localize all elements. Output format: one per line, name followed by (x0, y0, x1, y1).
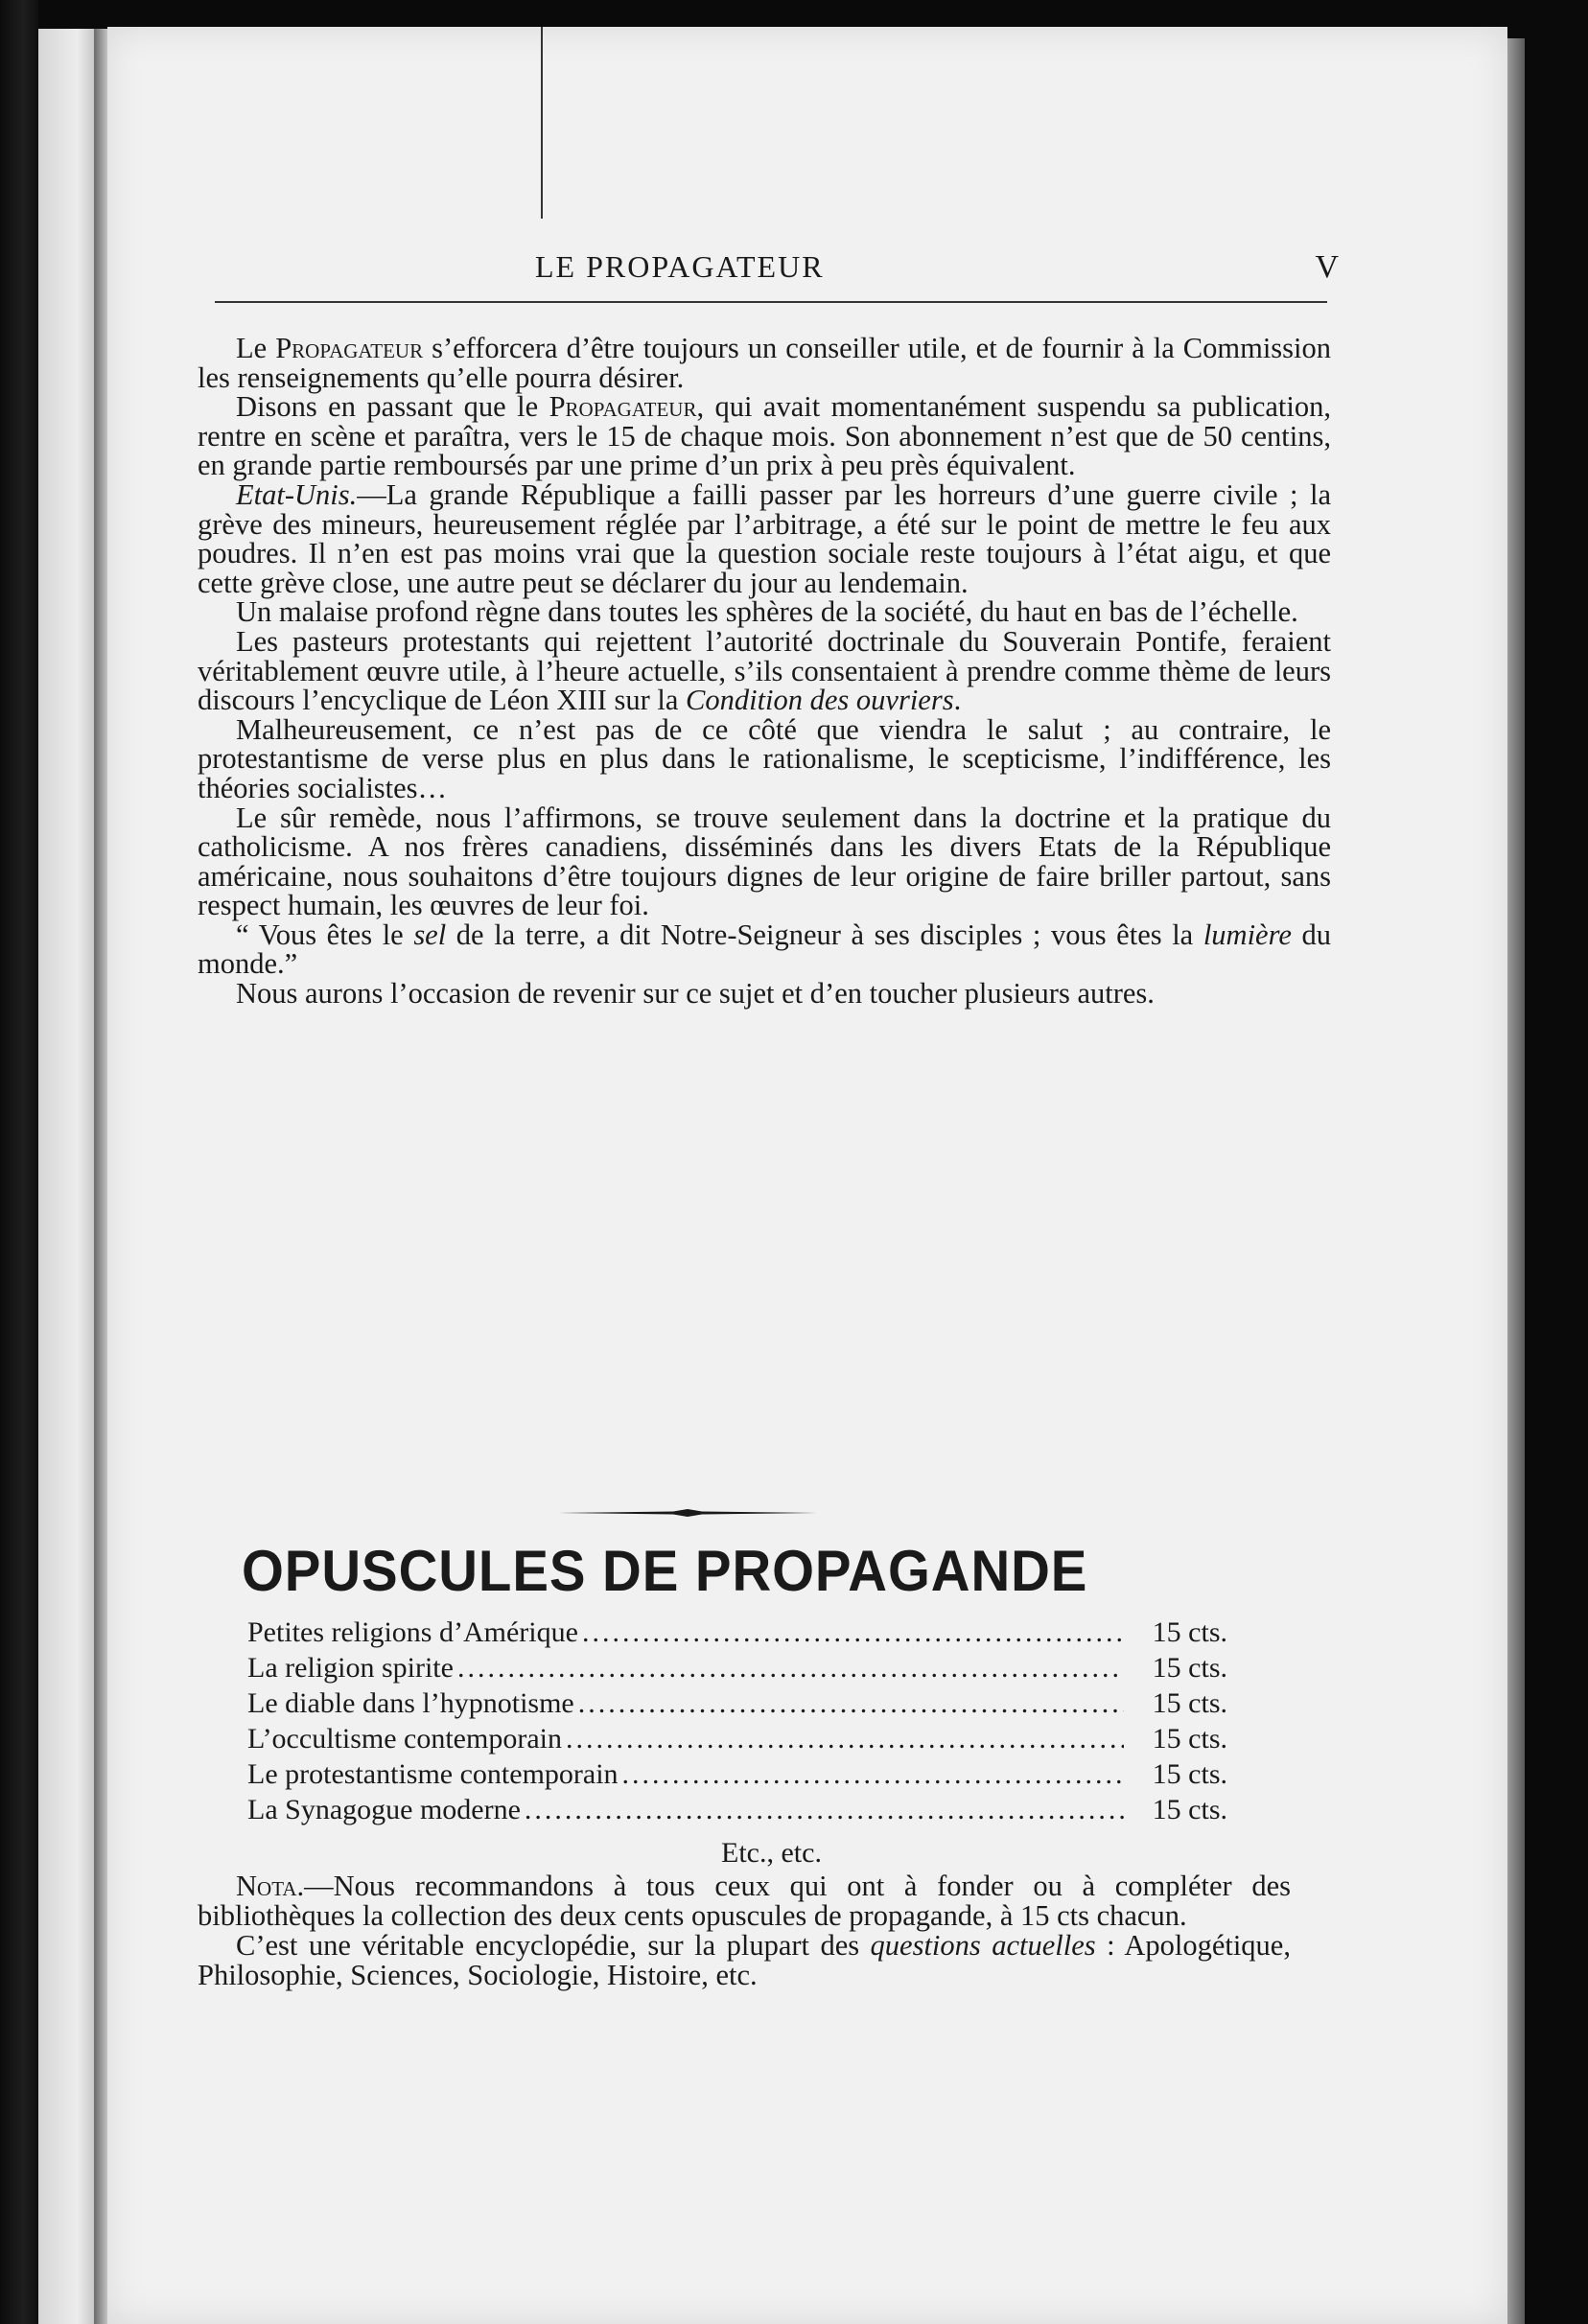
list-item: Le protestantisme contemporain ..... 15 cts. (247, 1756, 1227, 1792)
gutter-crease-line (541, 27, 543, 219)
running-header (535, 249, 1341, 291)
book-page (107, 27, 1507, 2324)
paragraph: Un malaise profond règne dans toutes les sphères de la société, du haut en bas de l’échelle. (236, 595, 1298, 629)
list-item: Petites religions d’Amérique ..... 15 cts. (247, 1615, 1227, 1650)
section-lead: Etat-Unis. (236, 477, 358, 511)
list-item: La Synagogue moderne ..... 15 cts. (247, 1792, 1227, 1827)
paragraph: “ Vous êtes le sel de la terre, a dit Notre-Seigneur à ses disciples ; vous êtes la lumière du monde.” (198, 918, 1331, 981)
etc-line: Etc., etc. (721, 1837, 822, 1869)
facing-page-edge (38, 29, 94, 2324)
scan-left-edge (0, 0, 38, 2324)
list-item: L’occultisme contemporain ..... 15 cts. (247, 1721, 1227, 1756)
nota-section (198, 1871, 1291, 1990)
nota-paragraph: Nota.—Nous recommandons à tous ceux qui ont à fonder ou à compléter des bibliothèques la collection des deux cents opuscules de propagande, à 15 cts chacun. (198, 1870, 1291, 1932)
running-title: LE PROPAGATEUR (535, 249, 825, 284)
page-edge-shadow (1507, 38, 1525, 2324)
paragraph: Disons en passant que le Propagateur, qui avait momentanément suspendu sa publication, rentre en scène et paraîtra, vers le 15 de chaque mois. Son abonnement n’est que de 50 centins, en grande partie remboursés par une prime d’un prix à peu près équivalent. (198, 390, 1331, 482)
article-body (198, 334, 1331, 1009)
paragraph: Etat-Unis.—La grande République a failli passer par les horreurs d’une guerre civile ; la grève des mineurs, heureusement réglée par l’arbitrage, a été sur le point de mettre le feu aux poudres. Il n’en est pas moins vrai que la question sociale reste toujours à l’état aigu, et que cette grève close, une autre peut se déclarer du jour au lendemain. (198, 477, 1331, 599)
divider-ornament (558, 1507, 817, 1519)
nota-label: Nota. (236, 1870, 305, 1902)
list-item: Le diable dans l’hypnotisme ..... 15 cts. (247, 1685, 1227, 1721)
header-rule (215, 301, 1327, 303)
pamphlet-list (247, 1615, 1227, 1827)
section-title: OPUSCULES DE PROPAGANDE (242, 1539, 1088, 1603)
paragraph: Les pasteurs protestants qui rejettent l’autorité doctrinale du Souverain Pontife, feraient véritablement œuvre utile, à l’heure actuelle, s’ils consentaient à prendre comme thème de leurs discours l’encyclique de Léon XIII sur la Condition des ouvriers. (198, 624, 1331, 717)
list-item: La religion spirite ..... 15 cts. (247, 1650, 1227, 1685)
paragraph: Le sûr remède, nous l’affirmons, se trouve seulement dans la doctrine et la pratique du catholicisme. A nos frères canadiens, disséminés dans les divers Etats de la République américaine, nous souhaitons d’être toujours dignes de leur origine de faire briller partout, sans respect humain, les œuvres de leur foi. (198, 801, 1331, 922)
paragraph: Le Propagateur s’efforcera d’être toujours un conseiller utile, et de fournir à la Commission les renseignements qu’elle pourra désirer. (198, 332, 1332, 394)
paragraph: Malheureusement, ce n’est pas de ce côté que viendra le salut ; au contraire, le protestantisme de verse plus en plus dans le rationalisme, le scepticisme, l’indifférence, les théories socialistes… (198, 712, 1331, 804)
paragraph: Nous aurons l’occasion de revenir sur ce sujet et d’en toucher plusieurs autres. (236, 977, 1155, 1011)
closing-paragraph: C’est une véritable encyclopédie, sur la plupart des questions actuelles : Apologétique, Philosophie, Sciences, Sociologie, Histoire, etc. (198, 1929, 1291, 1991)
page-number: V (1315, 249, 1341, 285)
